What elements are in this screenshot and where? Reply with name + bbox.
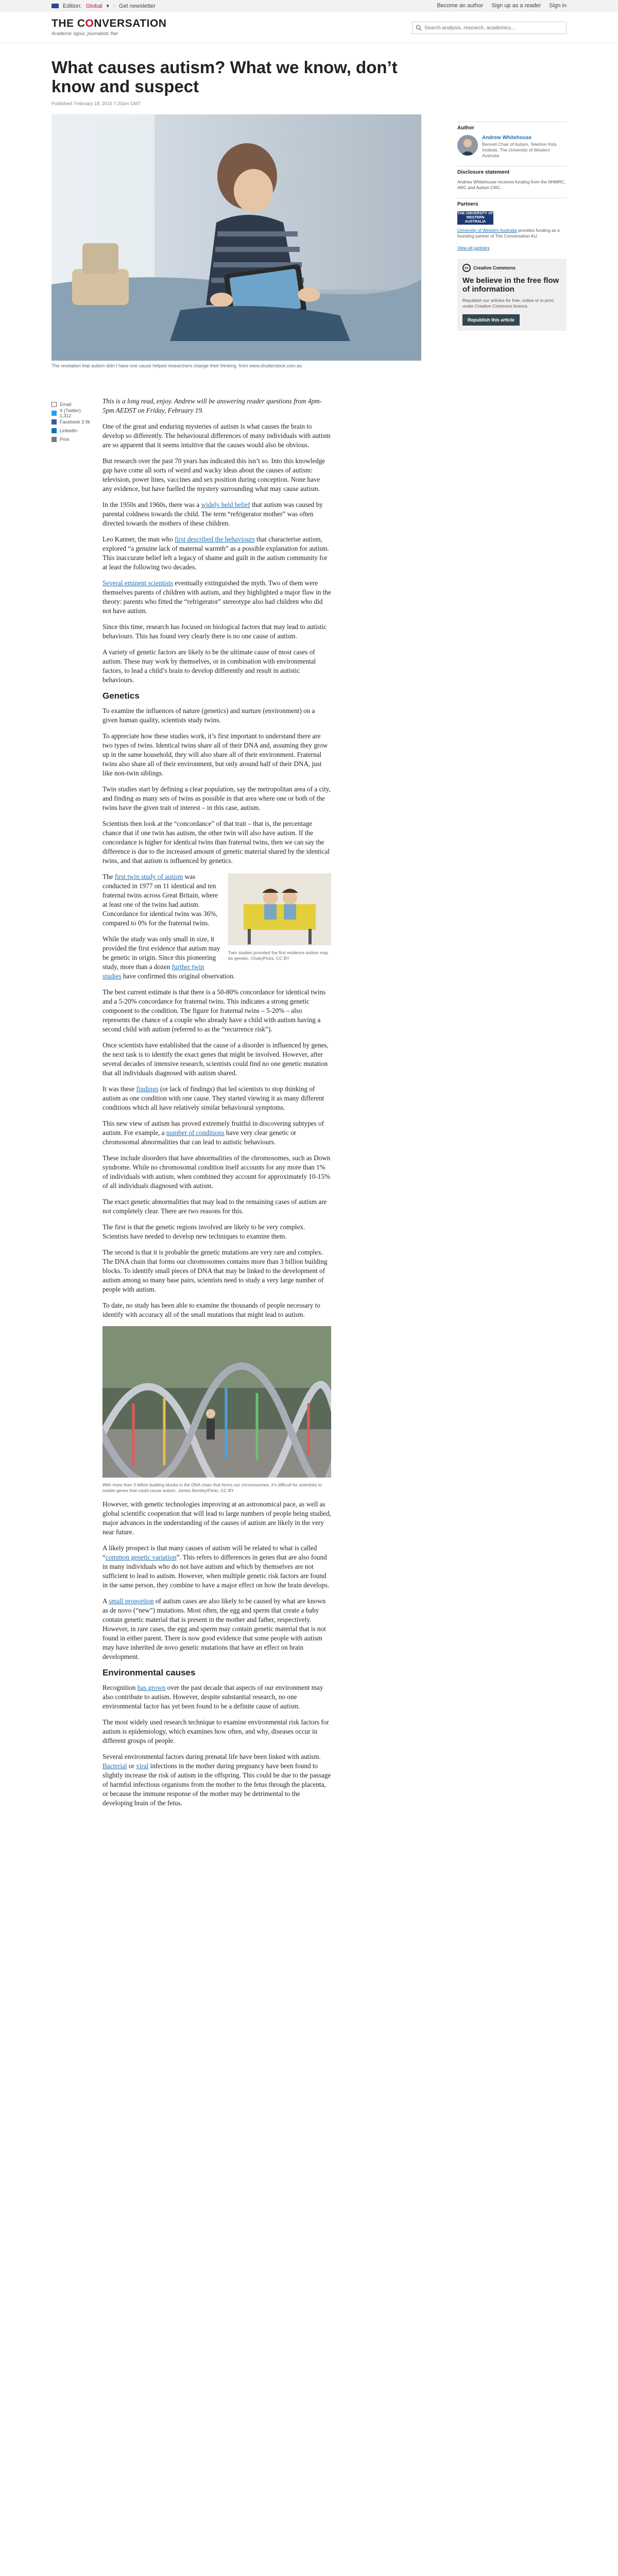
disclosure-text: Andrew Whitehouse receives funding from the NHMRC, ARC and Autism CRC. (457, 179, 566, 190)
creative-commons-logo (462, 264, 561, 272)
search-icon (416, 25, 422, 31)
paragraph (102, 1683, 331, 1711)
author-card[interactable] (457, 135, 566, 159)
twins-figure (228, 873, 331, 961)
paragraph: However, with genetic technologies improving at an astronomical pace, as well as global scientific cooperation that will lead to large numbers of people being studied, major advances in the understanding of the causes of autism are likely in the very near future. (102, 1500, 331, 1536)
text: infections in the mother during pregnancy have been found to slightly increase the risk of autism in the offspring. This could be due to the passage of harmful infectious organisms from the mother to the fetus through the placenta, or because the immune response of the mother may be detrimental to the developing brain of the fetus. (102, 1762, 331, 1807)
share-linkedin[interactable] (52, 426, 93, 435)
text: It was these (102, 1085, 136, 1093)
text: that autism was caused by parental coldness towards the child. The term “refrigerator mother” was often directed towards the mothers of these children. (102, 501, 323, 527)
inline-link[interactable]: Bacterial (102, 1762, 127, 1770)
sidebar (457, 122, 566, 331)
text: While the study was only small in size, it provided the first evidence that autism may be genetic in origin. Since this pioneering study, more than a dozen (102, 935, 220, 971)
share-bar (52, 400, 93, 444)
share-twitter[interactable] (52, 409, 93, 417)
hero-caption: The revelation that autism didn’t have one cause helped researchers change their thinking. from www.shutterstock.com.au (52, 363, 302, 368)
text: A likely prospect is that many causes of autism will be related to what is called “ (102, 1544, 317, 1561)
print-icon (52, 437, 57, 442)
hero-image (52, 114, 421, 361)
inline-link[interactable]: first twin study of autism (114, 873, 183, 880)
logo-ring: O (85, 18, 94, 29)
dna-caption: With more than 3 billion building blocks in the DNA chain that forms our chromosomes, it’s difficult for scientists to isolate genes that could cause autism. James Bentley/Flickr, CC BY (102, 1482, 322, 1493)
text: over the past decade that aspects of our environment may also contribute to autism. However, despite substantial research, no one environmental factor has yet been found to be a definite cause of autism. (102, 1684, 323, 1710)
article-body (102, 397, 331, 1815)
text: (or lack of findings) that led scientists to stop thinking of autism as one condition with one cause. They started viewing it as many different conditions which all have relatively similar behavioural symptoms. (102, 1085, 324, 1111)
chevron-down-icon: ▾ (106, 3, 110, 9)
paragraph: The best current estimate is that there is a 50-80% concordance for identical twins and a 5-20% concordance for fraternal twins. This indicates a strong genetic component to the condition. The figure for fraternal twins – 5-20% – also represents the chance of a couple who already have a child with autism having a second child with autism (referred to as the “recurrence risk”). (102, 988, 326, 1033)
facebook-icon (52, 419, 57, 425)
text: This new view of autism has proved extremely fruitful in discovering subtypes of autism. For example, a (102, 1120, 324, 1137)
share-email-label: Email (60, 401, 72, 407)
text: eventually extinguished the myth. Two of them were themselves parents of children with autism, and they highlighted a major flaw in the theory: parents who fitted the “refrigerator” stereotype also had children who did not have autism. (102, 579, 331, 615)
article-title: What causes autism? What we know, don’t know and suspect (52, 58, 398, 96)
paragraph: One of the great and enduring mysteries of autism is what causes the brain to develop so differently. The behavioural differences of many individuals with autism are so apparent that it seems intuitive that the causes would also be obvious. (102, 422, 331, 449)
site-tagline: Academic rigour, journalistic flair (52, 31, 118, 36)
dna-sculpture-image (102, 1326, 331, 1478)
paragraph (102, 1597, 331, 1662)
sign-up-link[interactable]: Sign up as a reader (491, 3, 541, 9)
edition-value[interactable]: Global (85, 3, 102, 9)
flag-icon (52, 4, 59, 8)
top-utility-bar (0, 0, 618, 11)
disclosure-heading: Disclosure statement (457, 166, 566, 175)
twins-caption: Twin studies provided the first evidence autism may be genetic. ChakyPicks, CC BY (228, 950, 329, 961)
become-author-link[interactable]: Become an author (437, 3, 484, 9)
paragraph: The most widely used research technique to examine environmental risk factors for autism is epidemiology, which examines how often, and why, diseases occur in different groups of people. (102, 1718, 329, 1744)
paragraph: To appreciate how these studies work, it’s first important to understand there are two types of twins. Identical twins share all of their DNA and, assuming they grow up in the same household, they will also share all of their environment. Fraternal twins also share all of their environment, but only around half of their DNA, just like non-twin siblings. (102, 732, 328, 777)
published-date: Published: February 18, 2016 7:20pm GMT (52, 101, 141, 106)
paragraph: Once scientists have established that the cause of a disorder is influenced by genes, the next task is to identify the exact genes that might be involved. However, after several decades of intensive research, scientists could find no one genetic mutation that all individuals diagnosed with autism shared. (102, 1041, 329, 1077)
author-name[interactable]: Andrew Whitehouse (482, 135, 532, 141)
text: Several environmental factors during prenatal life have been linked with autism. (102, 1753, 321, 1760)
paragraph: A variety of genetic factors are likely to be the ultimate cause of most cases of autism. These may work by themselves, or in combination with environmental factors, to lead a child’s brain to develop differently and result in autistic behaviours. (102, 648, 316, 684)
share-print[interactable] (52, 435, 93, 444)
paragraph: But research over the past 70 years has indicated this isn’t so. Into this knowledge gap have come all sorts of weird and wacky ideas about the causes of autism: television, power lines, vaccines and sex position during conception. None have any evidence, but have fuelled the mystery surrounding what may cause autism. (102, 457, 325, 493)
inline-link[interactable]: small proportion (109, 1597, 154, 1605)
intro-note: This is a long read, enjoy. Andrew will be answering reader questions from 4pm-5pm AEDST on Friday, February 19. (102, 397, 322, 414)
twitter-icon (52, 411, 57, 416)
paragraph (102, 500, 331, 528)
text: have very clear genetic or chromosomal abnormalities that can lead to autistic behaviours. (102, 1129, 297, 1146)
sign-in-link[interactable]: Sign in (549, 3, 566, 9)
text: was conducted in 1977 on 11 identical and ten fraternal twins across Great Britain, where at least one of the twins had autism. Concordance for identical twins was 36%, compared to 0% for the fraternal twins. (102, 873, 218, 927)
section-heading-genetics: Genetics (102, 691, 140, 701)
email-icon (52, 402, 57, 407)
share-linkedin-label: LinkedIn (60, 428, 78, 433)
author-role: Bennett Chair of Autism, Telethon Kids Institute, The University of Western Australia (482, 142, 557, 158)
paragraph: To examine the influences of nature (genetics) and nurture (environment) on a given human quality, scientists study twins. (102, 707, 315, 724)
paragraph: Twin studies start by defining a clear population, say the metropolitan area of a city, and finding as many sets of twins as possible in that area where one or both of the twins have the given trait of interest – in this case, autism. (102, 785, 331, 811)
share-email[interactable] (52, 400, 93, 409)
inline-link[interactable]: findings (136, 1085, 159, 1093)
text: Recognition (102, 1684, 138, 1691)
site-header (0, 11, 618, 43)
avatar[interactable] (457, 135, 478, 156)
paragraph: These include disorders that have abnormalities of the chromosomes, such as Down syndrome. While no chromosomal condition itself accounts for any more than 1% of individuals with autism, when combined they account for approximately 10-15% of all individuals diagnosed with autism. (102, 1154, 331, 1190)
partner-text (457, 228, 566, 239)
avatar-image (457, 135, 478, 156)
partners-heading: Partners (457, 198, 566, 207)
paragraph (102, 579, 331, 616)
text: that characterise autism, explored “a genuine lack of maternal warmth” as a possible explanation for autism. This inaccurate belief left a legacy of shame and guilt in the autism community for at least the following two decades. (102, 535, 329, 571)
text: have confirmed this original observation. (121, 972, 235, 980)
edition-selector[interactable] (52, 3, 156, 9)
inline-link[interactable]: further twin studies (102, 963, 204, 980)
republish-box (457, 259, 566, 331)
get-newsletter-link[interactable]: Get newsletter (118, 3, 156, 9)
text: In the 1950s and 1960s, there was a (102, 501, 201, 509)
text: or (127, 1762, 136, 1770)
search-input[interactable] (424, 25, 563, 31)
logo-text-end: NVERSATION (94, 18, 167, 29)
site-logo[interactable] (52, 18, 166, 30)
edition-label: Edition: (63, 3, 82, 9)
paragraph (102, 535, 331, 572)
partner-link[interactable]: University of Western Australia (457, 228, 517, 233)
child-with-tablet-illustration (52, 114, 421, 361)
paragraph: Scientists then look at the “concordance” of that trait – that is, the percentage chance that if one twin has autism, the other twin will also have autism. If the concordance is higher for identical twins than fraternal twins, then we can say the difference is due to the increased amount of genetic material shared by the identical twins, and that autism is influenced by genetics. (102, 820, 330, 865)
inline-link[interactable]: first described the behaviours (175, 535, 255, 543)
view-all-partners-link[interactable]: View all partners (457, 245, 490, 250)
text: The (102, 873, 115, 880)
article-header (52, 58, 412, 106)
dna-figure (102, 1326, 331, 1494)
inline-link[interactable]: widely held belief (201, 501, 250, 509)
search-box[interactable] (412, 22, 566, 34)
separator: | (113, 3, 115, 9)
share-twitter-label: X (Twitter) 1,312 (59, 408, 81, 418)
share-print-label: Print (60, 436, 70, 442)
republish-button[interactable]: Republish this article (462, 314, 520, 326)
cc-body: Republish our articles for free, online or in print, under Creative Commons licence. (462, 298, 555, 309)
linkedin-icon (52, 428, 57, 433)
text: of autism cases are also likely to be caused by what are known as de novo (“new”) mutations. Most often, the egg and sperm that create a baby contain genetic material that is present in the mother and father, respectively. However, in rare cases, the egg and sperm may contain genetic material that is not found in either parent. There is now good evidence that some people with autism may have inherited de novo genetic mutations that have an effect on brain development. (102, 1597, 326, 1660)
paragraph (102, 1544, 331, 1590)
text: provides funding as a founding partner of The Conversation AU. (457, 228, 560, 239)
paragraph (102, 1084, 331, 1112)
inline-link[interactable]: has grown (137, 1684, 166, 1691)
paragraph: Since this time, research has focused on biological factors that may lead to autistic behaviours. This has found very clearly there is no one cause of autism. (102, 623, 327, 640)
inline-link[interactable]: common genetic variation (105, 1553, 177, 1561)
text: Leo Kanner, the man who (102, 535, 175, 543)
text: A (102, 1597, 109, 1605)
paragraph: To date, no study has been able to examine the thousands of people necessary to identify with accuracy all of the small mutations that might lead to autism. (102, 1301, 320, 1318)
inline-link[interactable]: viral (136, 1762, 149, 1770)
paragraph: The second is that it is probable the genetic mutations are very rare and complex. The DNA chain that forms our chromosomes contains more than 3 billion building blocks. To identify small pieces of DNA that may be linked to the development of autism among so many base pairs, scientists need to study a very large number of people with autism. (102, 1248, 328, 1293)
inline-link[interactable]: Several eminent scientists (102, 579, 173, 587)
share-facebook-label: Facebook 3.9k (60, 419, 91, 425)
partner-logo[interactable]: THE UNIVERSITY OF WESTERN AUSTRALIA (457, 212, 493, 224)
paragraph (102, 1119, 331, 1147)
text: ”. This refers to differences in genes that are also found in many individuals who do not have autism and which by themselves are not sufficient to lead to autism. However, when multiple genetic risk factors are found in the same person, they combine to have a major effect on how the brain develops. (102, 1553, 330, 1589)
inline-link[interactable]: number of conditions (166, 1129, 225, 1137)
logo-text-start: THE C (52, 18, 85, 29)
share-facebook[interactable] (52, 417, 93, 426)
cc-icon: cc (462, 264, 471, 272)
cc-headline: We believe in the free flow of information (462, 276, 559, 294)
paragraph: The first is that the genetic regions involved are likely to be very complex. Scientists have needed to develop new techniques to examine them. (102, 1223, 305, 1240)
paragraph: The exact genetic abnormalities that may lead to the remaining cases of autism are not completely clear. There are two reasons for this. (102, 1198, 327, 1215)
author-heading: Author (457, 122, 566, 131)
twins-image (228, 873, 331, 945)
cc-name: Creative Commons (473, 265, 516, 270)
paragraph (102, 1752, 331, 1808)
section-heading-environment: Environmental causes (102, 1668, 196, 1677)
